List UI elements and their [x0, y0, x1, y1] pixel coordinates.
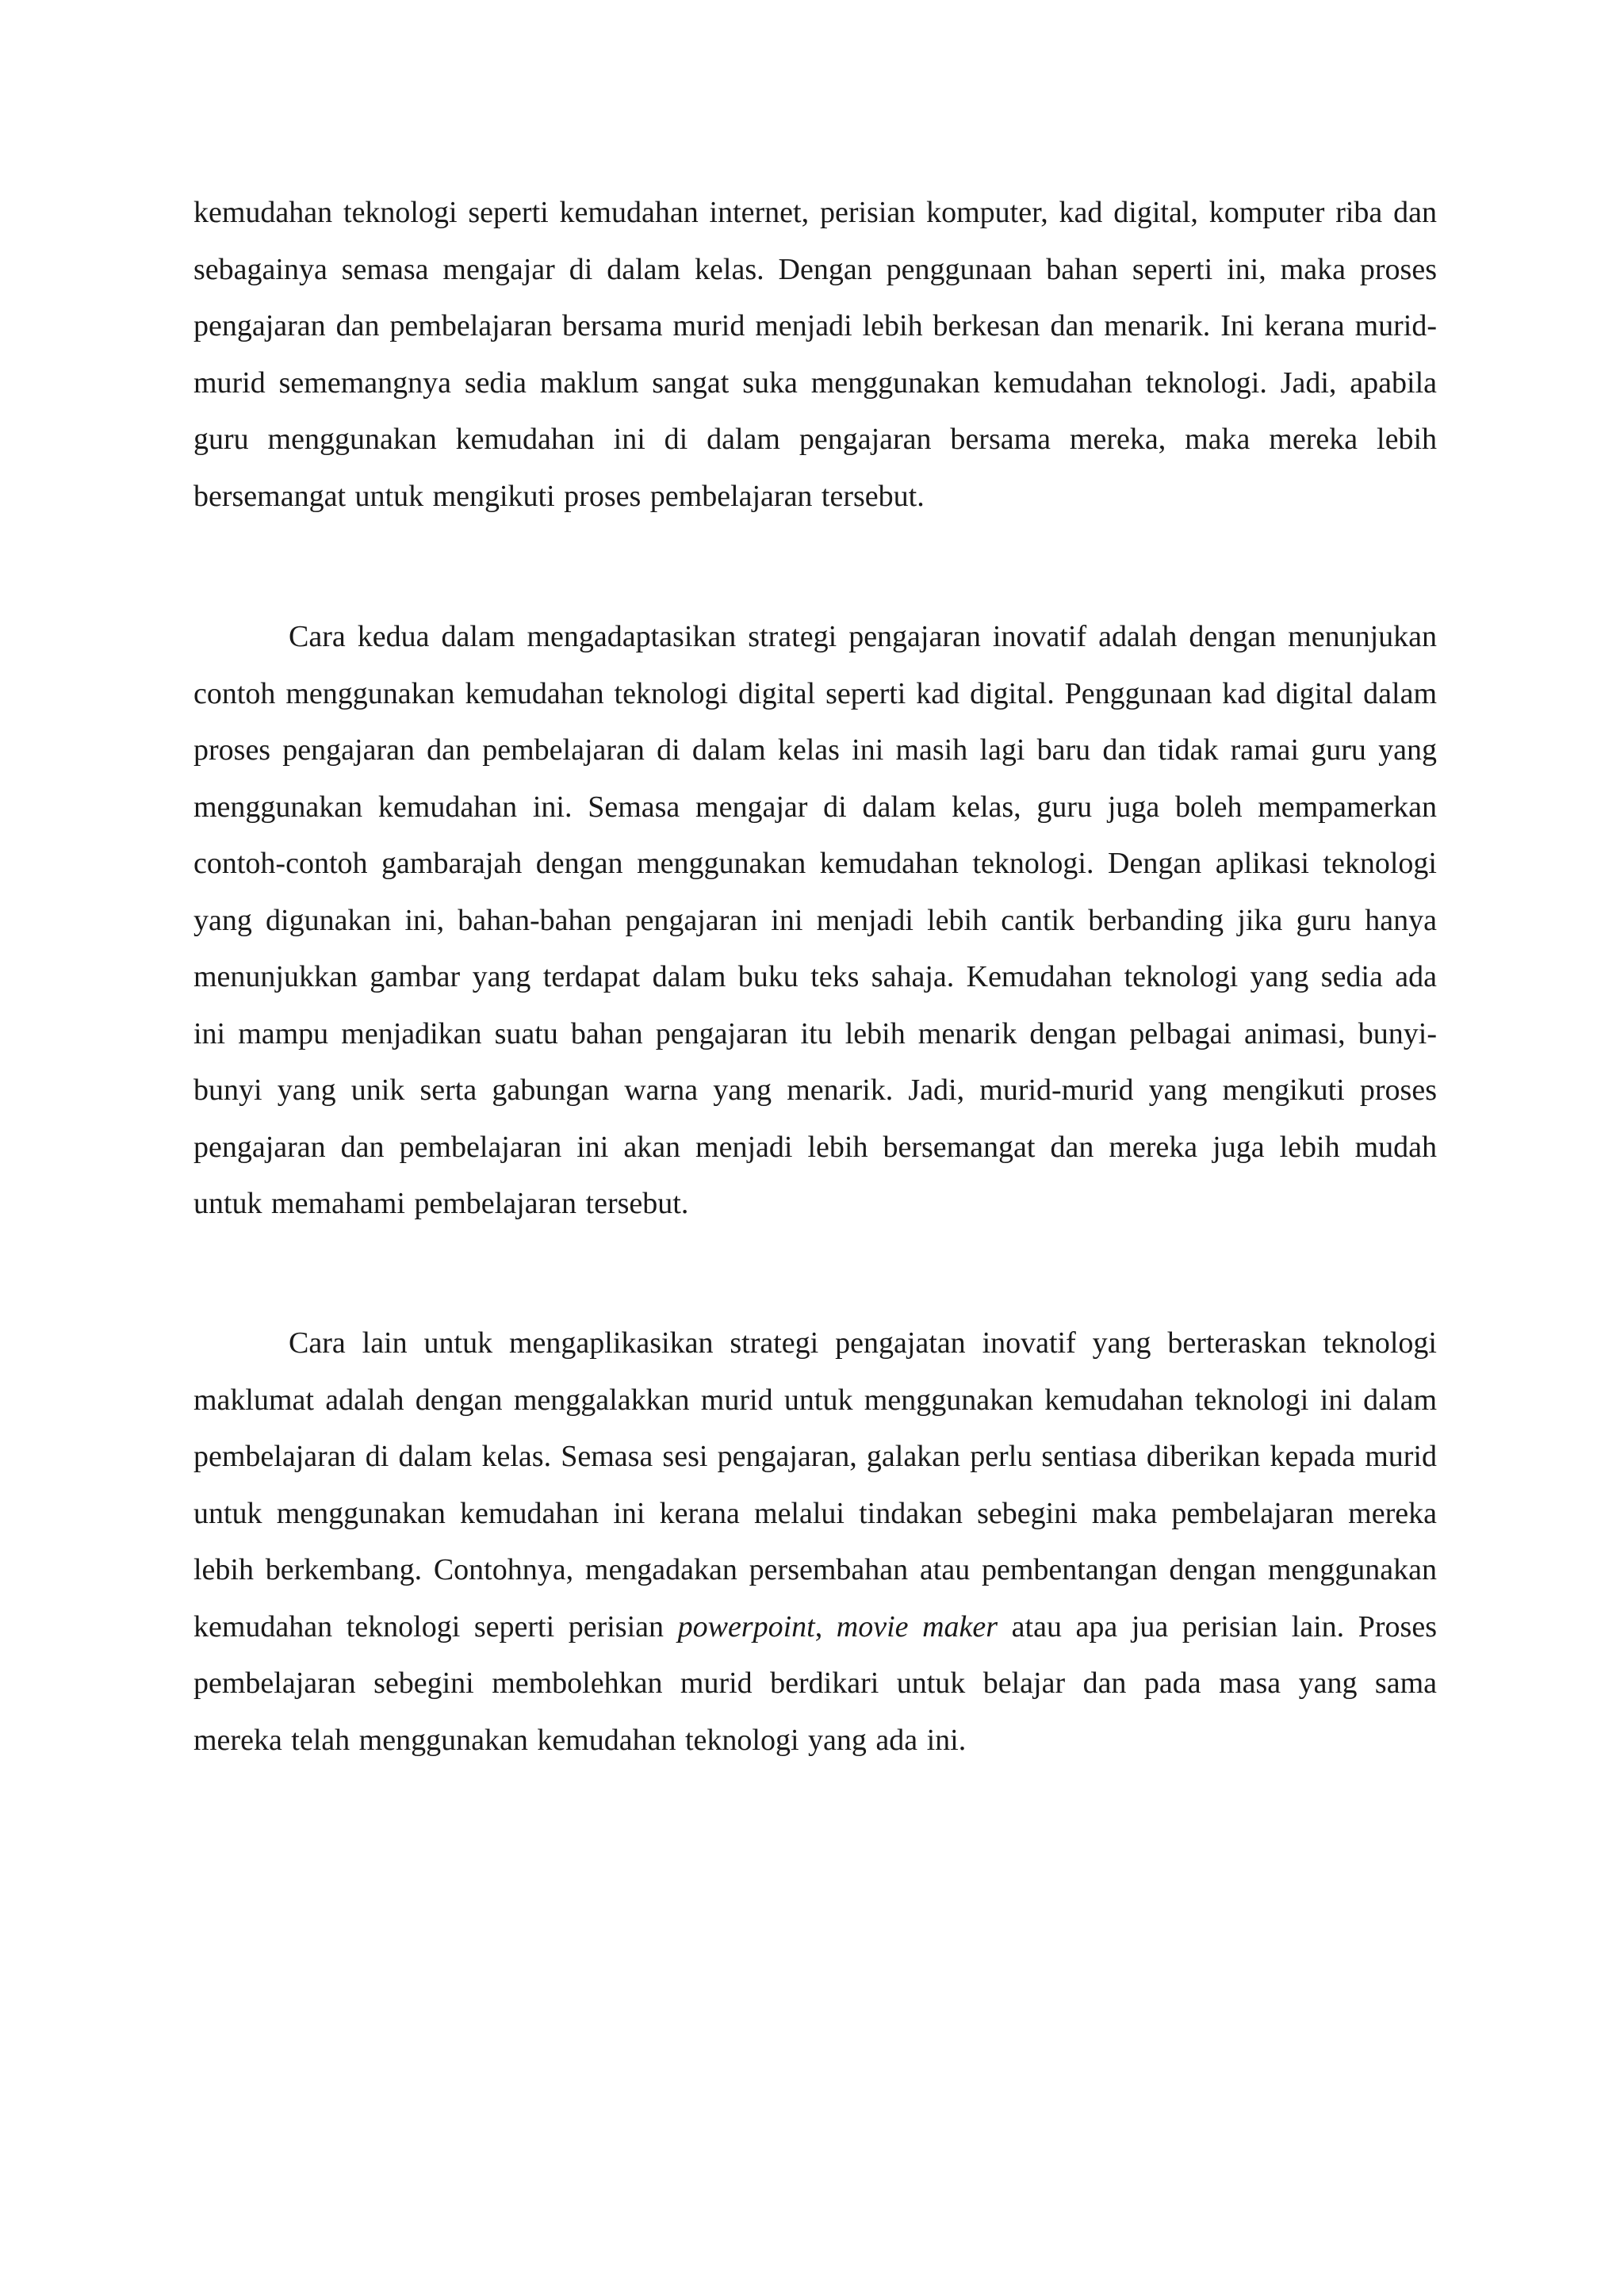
paragraph-2-block — [193, 609, 1437, 1233]
paragraph-1: kemudahan teknologi seperti kemudahan internet, perisian komputer, kad digital, komputer riba dan sebagainya semasa mengajar di dalam kelas. Dengan penggunaan bahan seperti ini, maka proses pengajaran dan pembelajaran bersama murid menjadi lebih berkesan dan menarik. Ini kerana murid-murid sememangnya sedia maklum sangat suka menggunakan kemudahan teknologi. Jadi, apabila guru menggunakan kemudahan ini di dalam pengajaran bersama mereka, maka mereka lebih bersemangat untuk mengikuti proses pembelajaran tersebut. — [193, 196, 1437, 513]
paragraph-3-text-c: atau apa jua perisian lain. Proses pembelajaran sebegini membolehkan murid berdikari untuk belajar dan pada masa yang sama mereka telah menggunakan kemudahan teknologi yang ada ini. — [193, 1609, 1437, 1757]
paragraph-2: Cara kedua dalam mengadaptasikan strategi pengajaran inovatif adalah dengan menunjukan contoh menggunakan kemudahan teknologi digital seperti kad digital. Penggunaan kad digital dalam proses pengajaran dan pembelajaran di dalam kelas ini masih lagi baru dan tidak ramai guru yang menggunakan kemudahan ini. Semasa mengajar di dalam kelas, guru juga boleh mempamerkan contoh-contoh gambarajah dengan menggunakan kemudahan teknologi. Dengan aplikasi teknologi yang digunakan ini, bahan-bahan pengajaran ini menjadi lebih cantik berbanding jika guru hanya menunjukkan gambar yang terdapat dalam buku teks sahaja. Kemudahan teknologi yang sedia ada ini mampu menjadikan suatu bahan pengajaran itu lebih menarik dengan pelbagai animasi, bunyi-bunyi yang unik serta gabungan warna yang menarik. Jadi, murid-murid yang mengikuti proses pengajaran dan pembelajaran ini akan menjadi lebih bersemangat dan mereka juga lebih mudah untuk memahami pembelajaran tersebut. — [193, 620, 1437, 1220]
paragraph-3-block — [193, 1315, 1437, 1769]
paragraph-3-text-a: Cara lain untuk mengaplikasikan strategi pengajatan inovatif yang berteraskan teknologi maklumat adalah dengan menggalakkan murid untuk menggunakan kemudahan teknologi ini dalam pembelajaran di dalam kelas. Semasa sesi pengajaran, galakan perlu sentiasa diberikan kepada murid untuk menggunakan kemudahan ini kerana melalui tindakan sebegini maka pembelajaran mereka lebih berkembang. Contohnya, mengadakan persembahan atau pembentangan dengan menggunakan kemudahan teknologi seperti perisian — [193, 1326, 1437, 1644]
paragraph-3 — [193, 1315, 1437, 1769]
powerpoint-term: powerpoint — [677, 1609, 815, 1644]
movie-maker-term: movie maker — [836, 1609, 998, 1644]
paragraph-1-block — [193, 185, 1437, 525]
paragraph-3-text-b: , — [814, 1609, 837, 1644]
